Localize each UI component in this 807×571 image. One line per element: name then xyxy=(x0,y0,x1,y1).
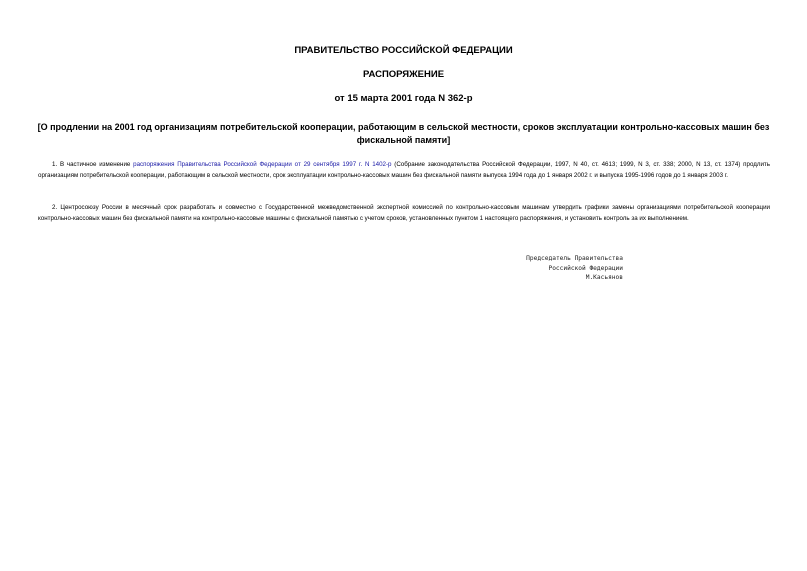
paragraph-1 xyxy=(38,159,770,181)
paragraph-2: 2. Центросоюзу России в месячный срок разработать и совместно с Государственной межведомственной экспертной комиссией по контрольно-кассовым машинам утвердить графики замены организациями потребительской кооперации контрольно-кассовых машин без фискальной памяти на контрольно-кассовые машины с фискальной памятью с учетом сроков, установленных пунктом 1 настоящего распоряжения, и установить контроль за их выполнением. xyxy=(38,204,770,223)
date-number-heading: от 15 марта 2001 года N 362-р xyxy=(334,93,473,104)
document-type-heading: РАСПОРЯЖЕНИЕ xyxy=(362,69,445,80)
signature-position: Председатель Правительства xyxy=(526,255,623,262)
paragraph-1-text-before: 1. В частичное изменение xyxy=(52,161,134,168)
paragraph-1-text-after: (Собрание законодательства Российской Федерации, 1997, N 40, ст. 4613; 1999, N 3, ст. 338; 2000, N 13, ст. 1374) продлить организациям потребительской кооперации, работающим в сельской местности, срок эксплуатации контрольно-кассовых машин без фискальной памяти выпуска 1994 года до 1 января 2002 г. и выпуска 1995-1996 годов до 1 января 2003 г. xyxy=(38,161,770,180)
signature-block xyxy=(526,254,623,283)
signature-country: Российской Федерации xyxy=(548,264,623,272)
reference-link[interactable]: распоряжения Правительства Российской Федерации от 29 сентября 1997 г. N 1402-р xyxy=(133,161,392,168)
organization-heading: ПРАВИТЕЛЬСТВО РОССИЙСКОЙ ФЕДЕРАЦИИ xyxy=(294,45,513,56)
document-title: [О продлении на 2001 год организациям потребительской кооперации, работающим в сельской местности, сроков эксплуатации контрольно-кассовых машин без фискальной памяти] xyxy=(37,122,770,145)
signature-name: М.Касьянов xyxy=(585,274,623,281)
